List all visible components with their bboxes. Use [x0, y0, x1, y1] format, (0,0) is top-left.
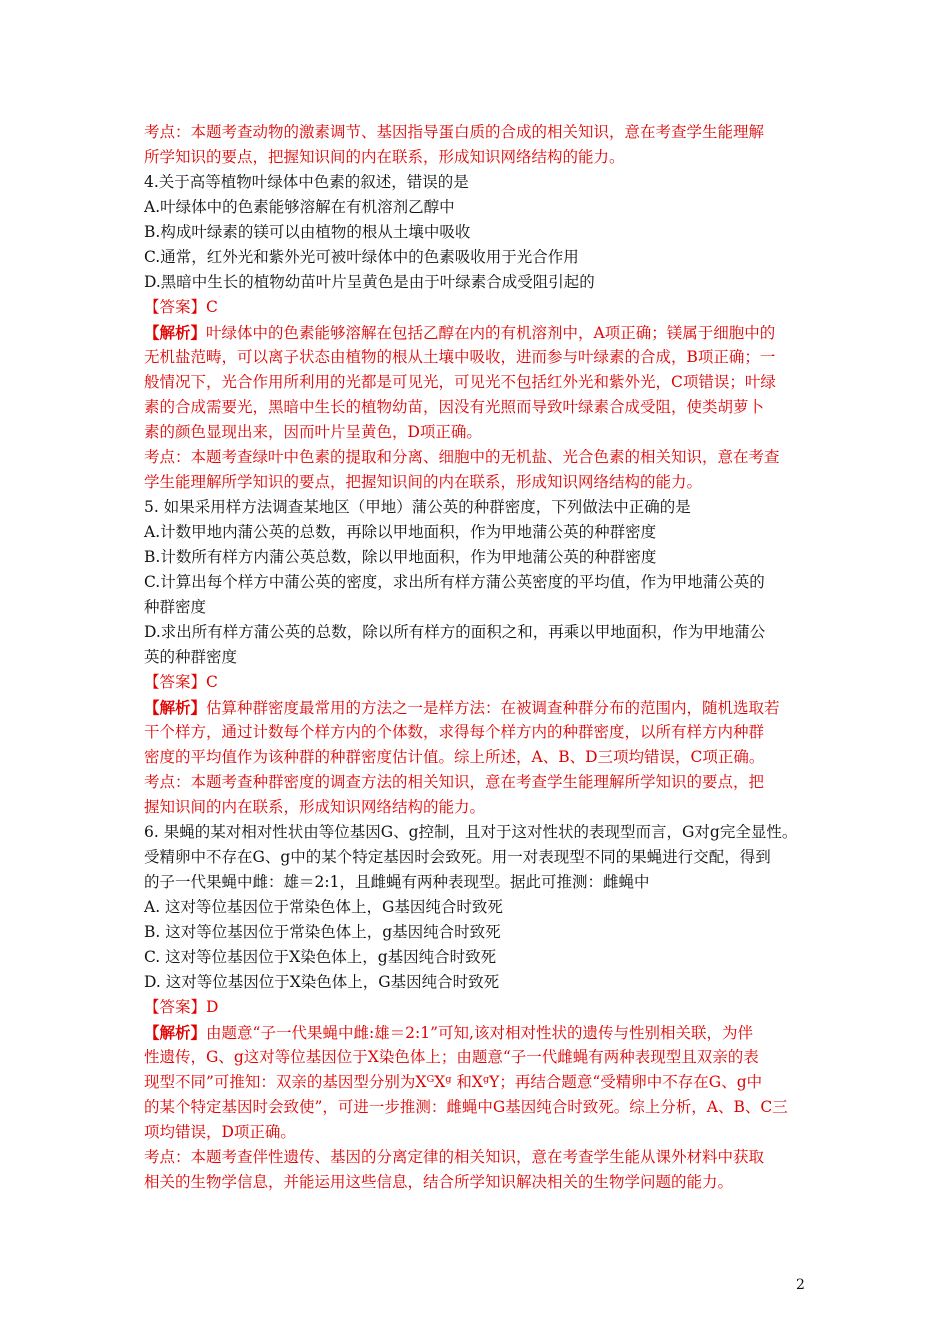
- q6-stem-line: 的子一代果蝇中雌：雄＝2:1，且雌蝇有两种表现型。据此可推测：雌蝇中: [144, 873, 650, 891]
- q3-kaodian-line: 考点：本题考查动物的激素调节、基因指导蛋白质的合成的相关知识，意在考查学生能理解: [144, 123, 765, 141]
- q4-option-b: B.构成叶绿素的镁可以由植物的根从土壤中吸收: [144, 223, 471, 241]
- q5-option-c-cont: 种群密度: [144, 598, 207, 616]
- q6-stem-line: 受精卵中不存在G、g中的某个特定基因时会致死。用一对表现型不同的果蝇进行交配，得到: [144, 848, 771, 866]
- q5-jiexi-line: 干个样方，通过计数每个样方内的个体数，求得每个样方内的种群密度，以所有样方内种群: [144, 723, 765, 741]
- q4-stem: 4.关于高等植物叶绿体中色素的叙述，错误的是: [144, 173, 469, 191]
- q4-kaodian-line: 学生能理解所学知识的要点，把握知识间的内在联系，形成知识网络结构的能力。: [144, 473, 703, 491]
- q6-stem-line: 6. 果蝇的某对相对性状由等位基因G、g控制，且对于这对性状的表现型而言，G对g完全显性。: [144, 823, 798, 841]
- q5-option-c: C.计算出每个样方中蒲公英的密度，求出所有样方蒲公英密度的平均值，作为甲地蒲公英的: [144, 573, 765, 591]
- q4-option-d: D.黑暗中生长的植物幼苗叶片呈黄色是由于叶绿素合成受阻引起的: [144, 273, 595, 291]
- q6-jiexi-line: [144, 1020, 824, 1045]
- q6-jiexi-line: 现型不同”可推知：双亲的基因型分别为XᴳXᵍ 和XᵍY；再结合题意“受精卵中不存在G、g中: [144, 1073, 763, 1091]
- q6-jiexi-line: 性遗传，G、g这对等位基因位于X染色体上；由题意“子一代雌蝇有两种表现型且双亲的表: [144, 1048, 759, 1066]
- q4-option-c: C.通常，红外光和紫外光可被叶绿体中的色素吸收用于光合作用: [144, 248, 579, 266]
- q3-kaodian-line: 所学知识的要点，把握知识间的内在联系，形成知识网络结构的能力。: [144, 148, 625, 166]
- jiexi-text: 叶绿体中的色素能够溶解在包括乙醇在内的有机溶剂中，A项正确；镁属于细胞中的: [206, 324, 776, 342]
- q5-option-a: A.计数甲地内蒲公英的总数，再除以甲地面积，作为甲地蒲公英的种群密度: [144, 523, 657, 541]
- q6-kaodian-line: 考点：本题考查伴性遗传、基因的分离定律的相关知识，意在考查学生能从课外材料中获取: [144, 1148, 765, 1166]
- q4-option-a: A.叶绿体中的色素能够溶解在有机溶剂乙醇中: [144, 198, 455, 216]
- q5-jiexi-line: 密度的平均值作为该种群的种群密度估计值。综上所述，A、B、D三项均错误，C项正确。: [144, 748, 765, 766]
- q4-kaodian-line: 考点：本题考查绿叶中色素的提取和分离、细胞中的无机盐、光合色素的相关知识，意在考查: [144, 448, 780, 466]
- q6-option-b: B. 这对等位基因位于常染色体上，g基因纯合时致死: [144, 923, 501, 941]
- q6-option-a: A. 这对等位基因位于常染色体上，G基因纯合时致死: [144, 898, 503, 916]
- jiexi-label: 【解析】: [144, 1023, 207, 1042]
- q4-jiexi-line: 无机盐范畴，可以离子状态由植物的根从土壤中吸收，进而参与叶绿素的合成，B项正确；一: [144, 348, 776, 366]
- q5-stem: 5. 如果采用样方法调查某地区（甲地）蒲公英的种群密度，下列做法中正确的是: [144, 498, 691, 516]
- page-number: 2: [796, 1277, 805, 1293]
- q4-jiexi-line: 般情况下，光合作用所利用的光都是可见光，可见光不包括红外光和紫外光，C项错误；叶绿: [144, 373, 776, 391]
- q4-jiexi-line: 素的颜色显现出来，因而叶片呈黄色，D项正确。: [144, 423, 482, 441]
- q5-option-d: D.求出所有样方蒲公英的总数，除以所有样方的面积之和，再乘以甲地面积，作为甲地蒲公: [144, 623, 766, 641]
- q6-option-c: C. 这对等位基因位于X染色体上，g基因纯合时致死: [144, 948, 497, 966]
- q6-option-d: D. 这对等位基因位于X染色体上，G基因纯合时致死: [144, 973, 500, 991]
- page-content: [144, 120, 824, 1195]
- q5-kaodian-line: 考点：本题考查种群密度的调查方法的相关知识，意在考查学生能理解所学知识的要点，把: [144, 773, 765, 791]
- jiexi-text: 由题意“子一代果蝇中雌:雄＝2:1”可知,该对相对性状的遗传与性别相关联，为伴: [206, 1024, 753, 1042]
- q4-jiexi-line: 素的合成需要光，黑暗中生长的植物幼苗，因没有光照而导致叶绿素合成受阻，使类胡萝卜: [144, 398, 765, 416]
- q4-jiexi-line: [144, 320, 824, 345]
- q6-jiexi-line: 的某个特定基因时会致使”，可进一步推测：雌蝇中G基因纯合时致死。综上分析，A、B、C三: [144, 1098, 788, 1116]
- jiexi-label: 【解析】: [144, 323, 207, 342]
- q5-kaodian-line: 握知识间的内在联系，形成知识网络结构的能力。: [144, 798, 486, 816]
- q4-answer: 【答案】C: [144, 298, 218, 316]
- q6-kaodian-line: 相关的生物学信息，并能运用这些信息，结合所学知识解决相关的生物学问题的能力。: [144, 1173, 734, 1191]
- jiexi-text: 估算种群密度最常用的方法之一是样方法：在被调查种群分布的范围内，随机选取若: [206, 699, 780, 717]
- q5-option-d-cont: 英的种群密度: [144, 648, 238, 666]
- q6-jiexi-line: 项均错误，D项正确。: [144, 1123, 296, 1141]
- q5-option-b: B.计数所有样方内蒲公英总数，除以甲地面积，作为甲地蒲公英的种群密度: [144, 548, 657, 566]
- q6-answer: 【答案】D: [144, 998, 219, 1016]
- q5-answer: 【答案】C: [144, 673, 218, 691]
- jiexi-label: 【解析】: [144, 698, 207, 717]
- q5-jiexi-line: [144, 695, 824, 720]
